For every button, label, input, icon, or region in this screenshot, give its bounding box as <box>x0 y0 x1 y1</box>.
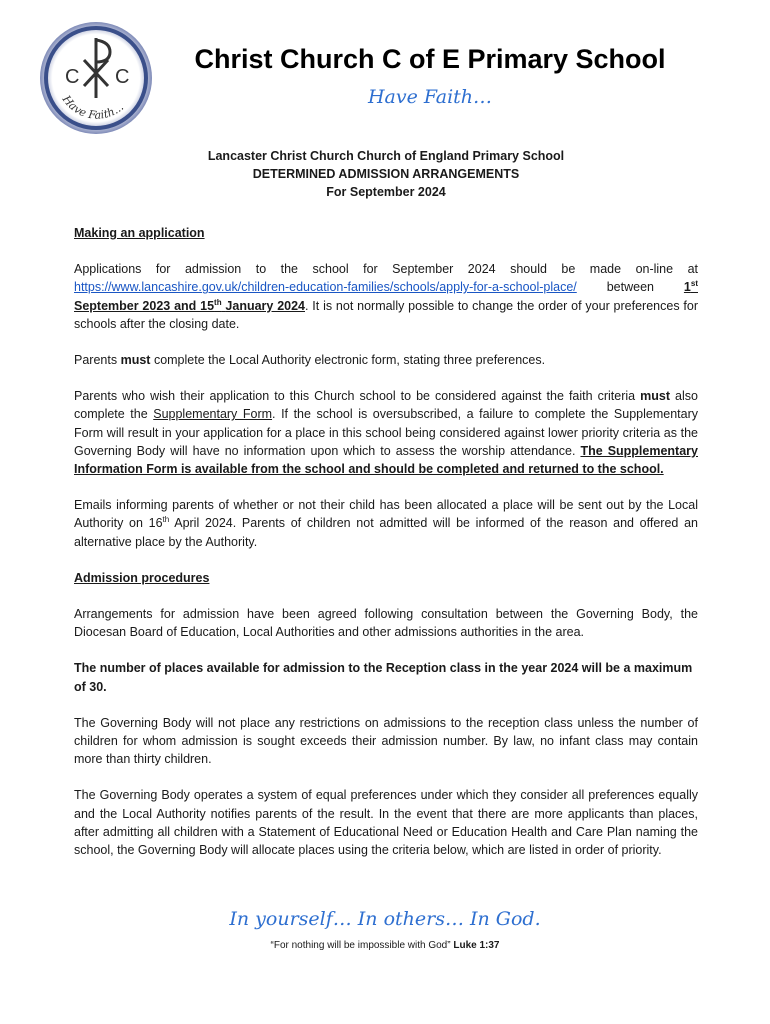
section-heading-admission-procedures: Admission procedures <box>74 570 210 585</box>
paragraph-emails: Emails informing parents of whether or not their child has been allocated a place will be sent out by the Local Authority on 16th April 2024. Parents of children not admitted will be informed of the reason and offered an alternative place by the Authority. <box>74 498 698 549</box>
paragraph-supplementary-form: Parents who wish their application to this Church school to be considered against the faith criteria must also complete the Supplementary Form. If the school is oversubscribed, a failure to complete the Supplementary Form will result in your application for a place in this school being considered against lower priority criteria as the Governing Body will have no information upon which to assess the worship attendance. The Supplementary Information Form is available from the school and should be completed and returned to the school. <box>74 389 698 477</box>
paragraph-number-of-places: The number of places available for admission to the Reception class in the year 2024 will be a maximum of 30. <box>74 661 693 694</box>
school-name: Christ Church C of E Primary School <box>194 44 666 74</box>
document-body <box>74 224 698 859</box>
footer-motto: In yourself… In others… In God. <box>229 908 541 930</box>
title-line-3: For September 2024 <box>326 185 446 199</box>
paragraph-parents-must: Parents must complete the Local Authority electronic form, stating three preferences. <box>74 353 546 368</box>
paragraph-equal-preferences: The Governing Body operates a system of equal preferences under which they consider all preferences equally and the Local Authority notifies parents of the result. In the event that there are more applicants than places, after admitting all children with a Statement of Educational Need or Education Health and Care Plan naming the school, the Governing Body will allocate places using the criteria below, which are listed in order of priority. <box>74 788 698 858</box>
paragraph-applications: Applications for admission to the school for September 2024 should be made on-line at https://www.lancashire.gov.uk/children-education-families/schools/apply-for-a-school-place/ between 1st September 2023 and 15th January 2024. It is not normally possible to change the order of your preferences for schools after the closing date. <box>74 262 698 331</box>
paragraph-restrictions: The Governing Body will not place any restrictions on admissions to the reception class unless the number of children for whom admission is sought exceeds their admission number. By law, no infant class may contain more than thirty children. <box>74 715 698 767</box>
logo-letter-left: C <box>65 66 80 88</box>
logo-letter-right: C <box>115 66 130 88</box>
document-title-block <box>74 147 698 201</box>
footer-quote: “For nothing will be impossible with God” Luke 1:37 <box>270 940 500 951</box>
title-line-2: DETERMINED ADMISSION ARRANGEMENTS <box>252 167 520 181</box>
paragraph-arrangements: Arrangements for admission have been agreed following consultation between the Governing Body, the Diocesan Board of Education, Local Authorities and other admissions authorities in the area. <box>74 607 698 640</box>
logo-text: Have Faith... <box>59 92 127 122</box>
lancashire-apply-link[interactable]: https://www.lancashire.gov.uk/children-education-families/schools/apply-for-a-school-place/ <box>74 280 577 295</box>
school-logo <box>38 20 154 136</box>
title-line-1: Lancaster Christ Church Church of England Primary School <box>207 149 565 163</box>
school-motto: Have Faith… <box>367 86 493 108</box>
supplementary-form-link[interactable]: Supplementary Form <box>153 407 273 422</box>
section-heading-making-application: Making an application <box>74 226 205 240</box>
